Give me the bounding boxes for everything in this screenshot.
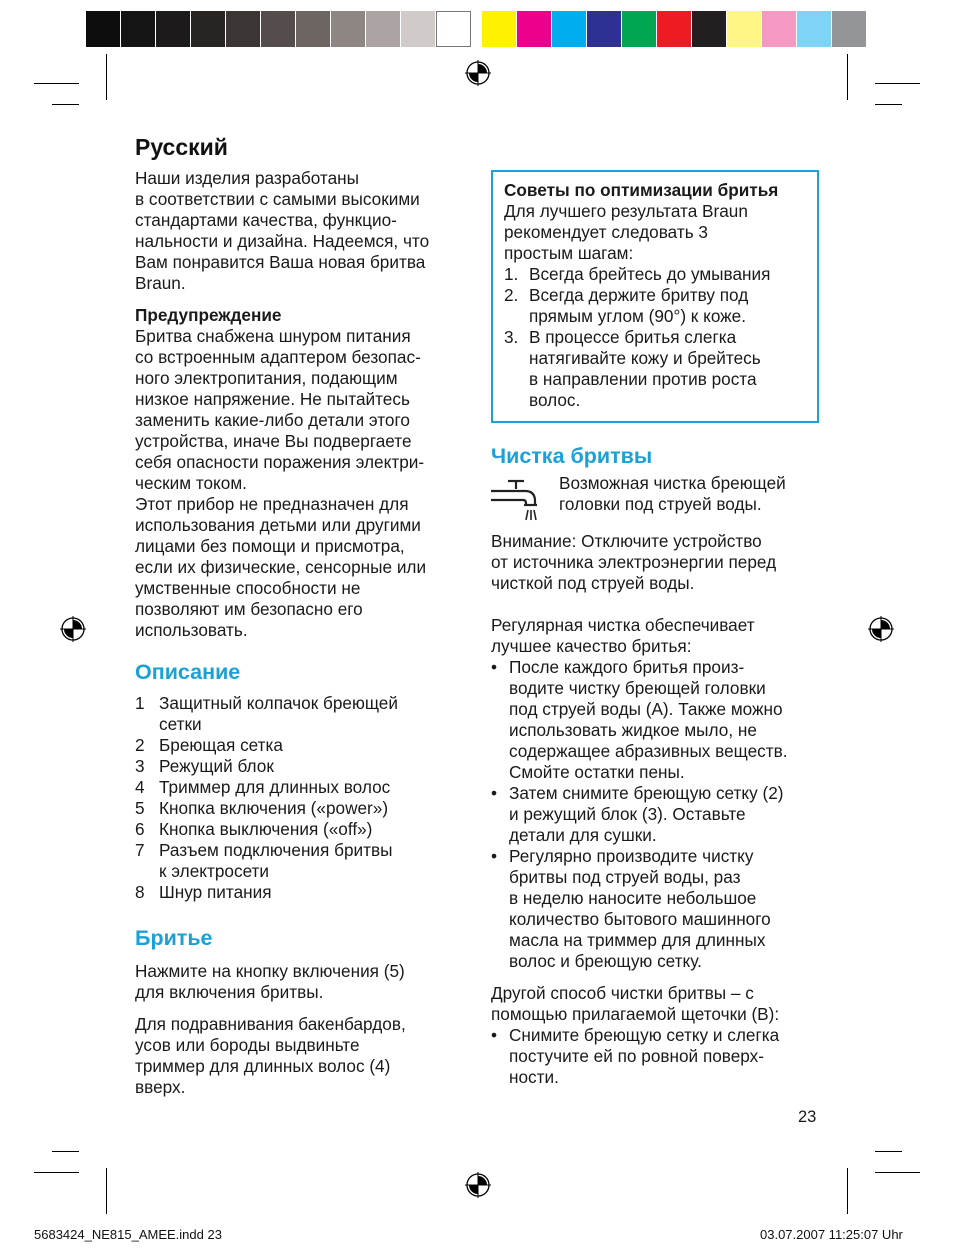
registration-mark-icon: [868, 616, 894, 642]
cleaning-bullets: [491, 657, 826, 972]
color-swatch: [832, 11, 867, 47]
list-item: • Регулярно производите чистку бритвы под струей воды, раз в неделю наносите небольшое количество бытового машинного масла на триммер для длинных волос и бреющую сетку.: [491, 846, 771, 971]
description-heading: Описание: [135, 660, 241, 684]
color-swatch: [797, 11, 832, 47]
list-item: 1 Защитный колпачок бреющей сетки: [135, 693, 398, 734]
regular-cleaning-paragraph: Регулярная чистка обеспечивает лучшее качество бритья:: [491, 615, 755, 656]
cleaning-heading: Чистка бритвы: [491, 444, 653, 468]
tips-step: 3. В процессе бритья слегка натягивайте кожу и брейтесь в направлении против роста волос.: [504, 327, 761, 410]
brush-cleaning-paragraph: Другой способ чистки бритвы – с помощью прилагаемой щеточки (B):: [491, 983, 780, 1024]
list-item: • После каждого бритья произ- водите чистку бреющей головки под струей воды (A). Также можно использовать жидкое мыло, не содержащее абразивных веществ. Смойте остатки пены.: [491, 657, 788, 782]
shaving-heading: Бритье: [135, 926, 213, 950]
attention-paragraph: Внимание: Отключите устройство от источника электроэнергии перед чисткой под струей воды.: [491, 531, 777, 593]
warning-paragraph: Бритва снабжена шнуром питания со встроенным адаптером безопас- ного электропитания, подающим низкое напряжение. Не пытайтесь заменить какие-либо детали этого устройства, иначе Вы подвергаете себя опасности поражения электри- ческим током. Этот прибор не предназначен для использования детьми или другими лицами без помощи и присмотра, если их физические, сенсорные или умственные способности не позволяют им безопасно его использовать.: [135, 326, 427, 640]
tips-step: 1. Всегда брейтесь до умывания: [504, 264, 771, 284]
tips-intro: Для лучшего результата Braun рекомендует следовать 3 простым шагам:: [504, 201, 748, 263]
registration-mark-icon: [465, 60, 491, 86]
trimmer-paragraph: Для подравнивания бакенбардов, усов или бороды выдвиньте триммер для длинных волос (4) вверх.: [135, 1014, 406, 1097]
color-swatch: [366, 11, 401, 47]
color-swatch: [226, 11, 261, 47]
faucet-icon: [491, 479, 551, 531]
tips-step: 2. Всегда держите бритву под прямым углом (90°) к коже.: [504, 285, 749, 326]
color-swatch: [436, 11, 471, 47]
page-number: 23: [798, 1108, 817, 1126]
list-item: 4 Триммер для длинных волос: [135, 777, 391, 797]
registration-mark-icon: [60, 616, 86, 642]
tips-heading: Советы по оптимизации бритья: [504, 180, 779, 200]
warning-heading: Предупреждение: [135, 305, 282, 325]
list-item: • Затем снимите бреющую сетку (2) и режущий блок (3). Оставьте детали для сушки.: [491, 783, 784, 845]
brush-bullets: [491, 1025, 826, 1088]
color-swatch: [331, 11, 366, 47]
color-swatch: [517, 11, 552, 47]
color-swatch: [762, 11, 797, 47]
list-item: 2 Бреющая сетка: [135, 735, 283, 755]
color-swatch: [296, 11, 331, 47]
color-swatch: [482, 11, 517, 47]
color-swatch: [191, 11, 226, 47]
description-list: [135, 693, 470, 903]
list-item: 8 Шнур питания: [135, 882, 272, 902]
water-cleaning-note: Возможная чистка бреющей головки под струей воды.: [491, 479, 826, 531]
color-swatch: [401, 11, 436, 47]
color-swatch: [552, 11, 587, 47]
footer-datetime: 03.07.2007 11:25:07 Uhr: [760, 1227, 903, 1242]
color-swatch: [657, 11, 692, 47]
color-swatch: [86, 11, 121, 47]
list-item: 6 Кнопка выключения («off»): [135, 819, 373, 839]
shaving-paragraph: Нажмите на кнопку включения (5) для включения бритвы.: [135, 961, 405, 1002]
color-swatch: [727, 11, 762, 47]
list-item: 5 Кнопка включения («power»): [135, 798, 389, 818]
color-swatch: [692, 11, 727, 47]
left-column: [135, 133, 470, 1098]
list-item: 3 Режущий блок: [135, 756, 274, 776]
list-item: • Снимите бреющую сетку и слегка постучите ей по ровной поверх- ности.: [491, 1025, 780, 1087]
color-swatch: [587, 11, 622, 47]
process-color-bar: [482, 11, 867, 47]
grayscale-color-bar: [86, 11, 471, 47]
color-swatch: [156, 11, 191, 47]
page-title: Русский: [135, 134, 228, 160]
right-column: [491, 443, 826, 1088]
intro-paragraph: Наши изделия разработаны в соответствии с самыми высокими стандартами качества, функцио- нальности и дизайна. Надеемся, что Вам понравится Ваша новая бритва Braun.: [135, 168, 430, 293]
shaving-tips-box: [491, 170, 819, 423]
list-item: 7 Разъем подключения бритвы к электросети: [135, 840, 393, 881]
footer-file: 5683424_NE815_AMEE.indd 23: [34, 1227, 222, 1242]
registration-mark-icon: [465, 1172, 491, 1198]
color-swatch: [261, 11, 296, 47]
color-swatch: [622, 11, 657, 47]
color-swatch: [121, 11, 156, 47]
